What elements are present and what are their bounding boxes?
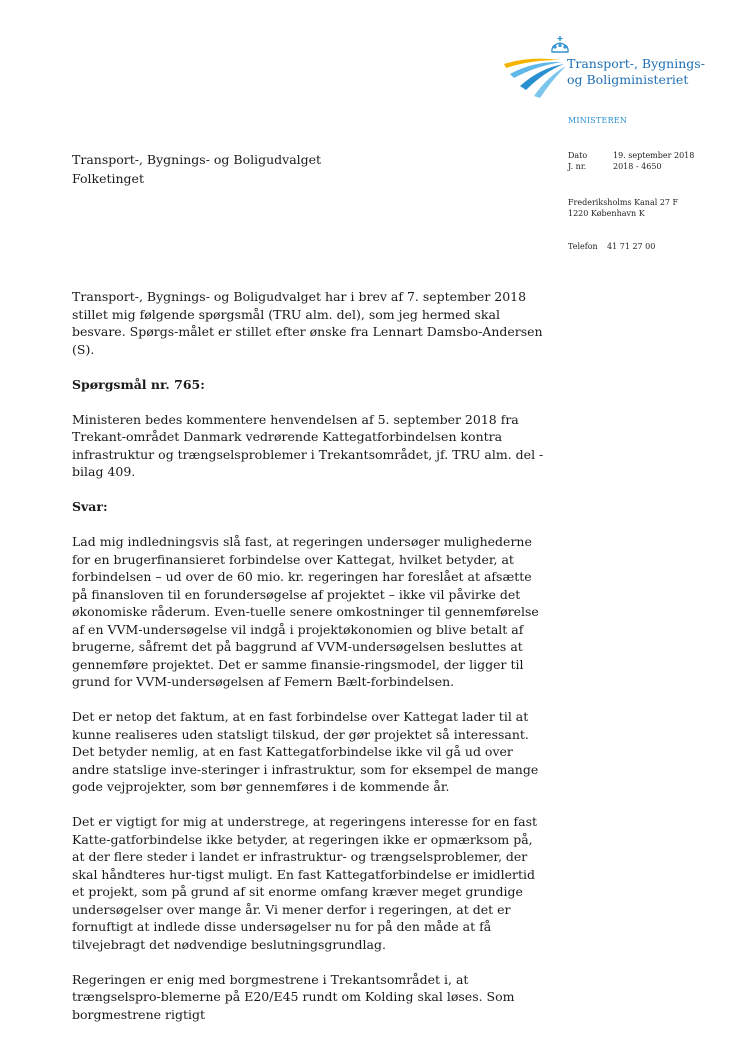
- answer-paragraph-1: Lad mig indledningsvis slå fast, at regeringen undersøger mulighederne for en brugerfinansieret forbindelse over Kattegat, hvilket betyder, at forbindelsen – ud over de 60 mio. kr. regeringen har foreslået at afsætte på finansloven til en forundersøgelse af projektet – ikke vil påvirke det økonomiske råderum. Even-tuelle senere omkostninger til gennemførelse af en VVM-undersøgelse vil indgå i projektøkonomien og blive betalt af brugerne, såfremt det på baggrund af VVM-undersøgelsen besluttes at gennemføre projektet. Det er samme finansie-ringsmodel, der ligger til grund for VVM-undersøgelsen af Femern Bælt-forbindelsen.: [72, 534, 539, 689]
- answer-paragraph-4: Regeringen er enig med borgmestrene i Trekantsområdet i, at trængselspro-blemerne på E20/E45 rundt om Kolding skal løses. Som borgmestrene rigtigt: [72, 971, 515, 1022]
- question-paragraph: Ministeren bedes kommentere henvendelsen af 5. september 2018 fra Trekant-området Danmark vedrørende Kattegatforbindelsen kontra infrastruktur og trængselsproblemer i Trekantsområdet, jf. TRU alm. del - bilag 409.: [72, 411, 544, 479]
- address-line-2: 1220 København K: [568, 209, 645, 218]
- question-heading: Spørgsmål nr. 765:: [72, 376, 205, 392]
- letter-meta: [568, 150, 694, 252]
- recipient-address: [72, 150, 321, 188]
- logo-line-2: og Boligministeriet: [567, 72, 689, 87]
- department-label: MINISTEREN: [568, 116, 628, 125]
- crown-and-swoosh-logo-icon: [500, 34, 570, 104]
- answer-paragraph-2: Det er netop det faktum, at en fast forbindelse over Kattegat lader til at kunne realiseres uden statsligt tilskud, der gør projektet så interessant. Det betyder nemlig, at en fast Kattegatforbindelse ikke vil gå ud over andre statslige inve-steringer i infrastruktur, som for eksempel de mange gode vejprojekter, som bør gennemføres i de kommende år.: [72, 709, 539, 794]
- sender-address: [568, 197, 694, 219]
- ministry-logo: [500, 34, 730, 104]
- recipient-line-1: Transport-, Bygnings- og Boligudvalget: [72, 152, 322, 167]
- address-line-1: Frederiksholms Kanal 27 F: [568, 198, 679, 207]
- letter-body: [72, 288, 547, 1041]
- dato-label: Dato: [568, 151, 588, 160]
- answer-paragraph-3: Det er vigtigt for mig at understrege, at regeringens interesse for en fast Katte-gatforbindelse ikke betyder, at regeringen ikke er opmærksom på, at der flere steder i landet er infrastruktur- og trængselsproblemer, der skal håndteres hur-tigst muligt. En fast Kattegatforbindelse er imidlertid et projekt, som på grund af sit enorme omfang kræver meget grundige undersøgelser over mange år. Vi mener derfor i regeringen, at det er fornuftigt at indlede disse undersøgelser nu for på den måde at få tilvejebragt det nødvendige beslutningsgrundlag.: [72, 814, 538, 952]
- logo-line-1: Transport-, Bygnings-: [567, 56, 705, 71]
- intro-paragraph: Transport-, Bygnings- og Boligudvalget har i brev af 7. september 2018 stillet mig følgende spørgsmål (TRU alm. del), som jeg hermed skal besvare. Spørgs-målet er stillet efter ønske fra Lennart Damsbo-Andersen (S).: [72, 289, 543, 357]
- jnr-label: J. nr.: [568, 162, 587, 171]
- telefon-value: 41 71 27 00: [607, 242, 656, 251]
- recipient-line-2: Folketinget: [72, 171, 144, 186]
- answer-heading: Svar:: [72, 499, 108, 514]
- jnr-value: 2018 - 4650: [613, 162, 662, 171]
- dato-value: 19. september 2018: [613, 151, 695, 160]
- telefon-label: Telefon: [568, 242, 598, 251]
